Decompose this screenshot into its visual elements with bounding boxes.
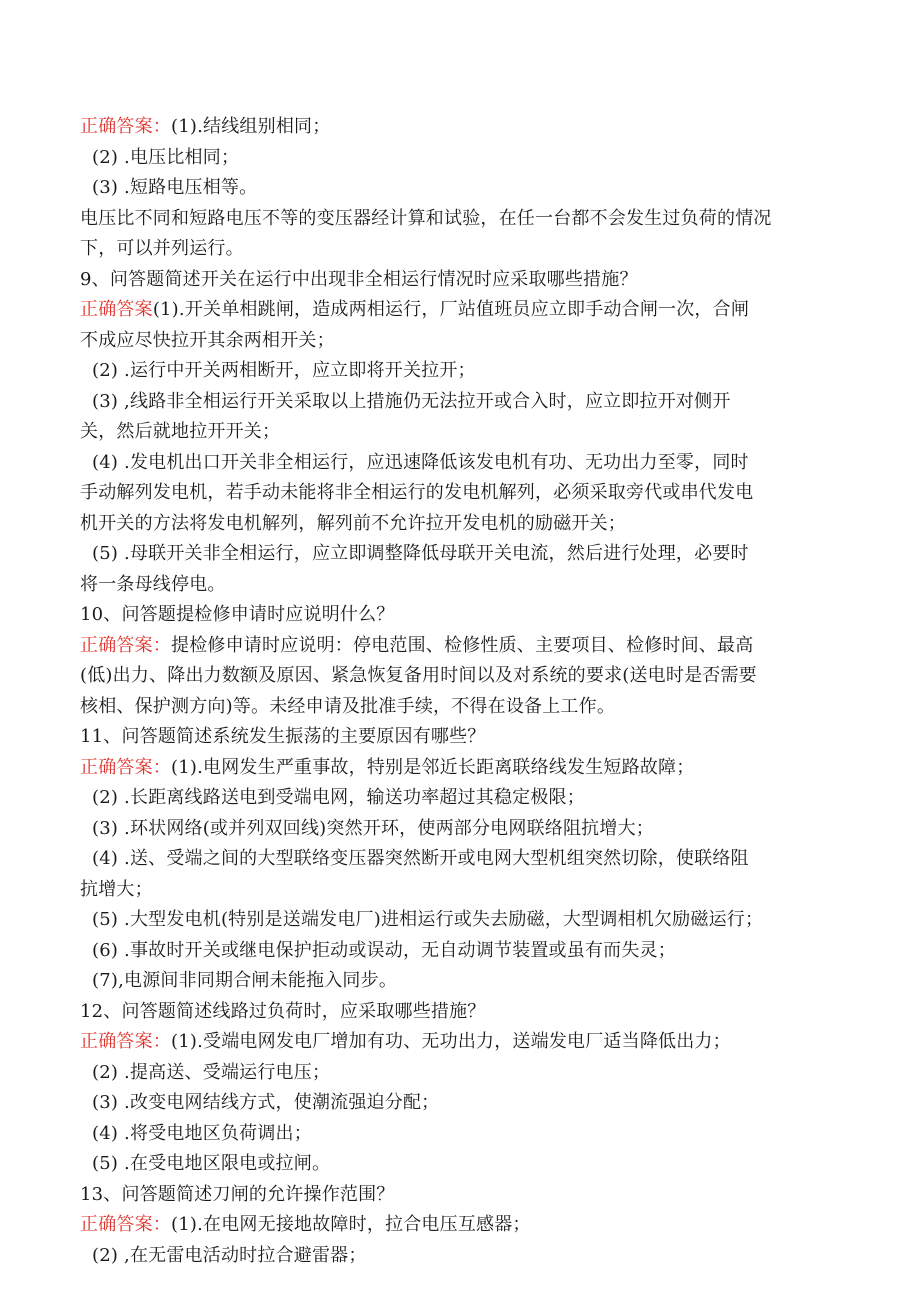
answer-list-item: (2) .提高送、受端运行电压； — [92, 1061, 331, 1083]
body-text-line: 下，可以并列运行。 — [80, 238, 244, 259]
answer-line — [80, 753, 845, 784]
answer-list-item: (3) .短路电压相等。 — [92, 177, 258, 198]
answer-list-item: (3) ,线路非全相运行开关采取以上措施仍无法拉开或合入时，应立即拉开对侧开 — [92, 390, 731, 412]
answer-list-item: (2) ,在无雷电活动时拉合避雷器； — [92, 1244, 367, 1266]
answer-line — [80, 631, 845, 662]
question-text: 10、问答题提检修申请时应说明什么？ — [80, 604, 395, 625]
question-heading — [80, 600, 845, 631]
answer-list-item: (3) .改变电网结线方式，使潮流强迫分配； — [92, 1092, 440, 1113]
answer-label: 正确答案： — [80, 756, 171, 778]
answer-label: 正确答案： — [80, 116, 171, 137]
question-heading — [80, 722, 845, 753]
question-text: 9、问答题简述开关在运行中出现非全相运行情况时应采取哪些措施？ — [80, 268, 638, 290]
body-text-line: 不成应尽快拉开其余两相开关； — [80, 329, 335, 351]
question-text: 11、问答题简述系统发生振荡的主要原因有哪些？ — [80, 726, 486, 747]
question-text: 12、问答题简述线路过负荷时，应采取哪些措施？ — [80, 1000, 486, 1022]
answer-label: 正确答案： — [80, 1214, 171, 1235]
question-heading — [80, 997, 845, 1028]
answer-list-item: (5) .在受电地区限电或拉闸。 — [92, 1153, 331, 1174]
answer-line — [80, 1210, 845, 1241]
answer-list-item: (4) .将受电地区负荷调出； — [92, 1122, 312, 1144]
answer-list-item: (6) .事故时开关或继电保护拒动或误动，无自动调节装置或虽有而失灵； — [92, 939, 676, 961]
answer-list-item: (2) .运行中开关两相断开，应立即将开关拉开； — [92, 360, 476, 381]
body-text-line: (低)出力、降出力数额及原因、紧急恢复备用时间以及对系统的要求(送电时是否需要 — [80, 665, 757, 686]
answer-line — [80, 1027, 845, 1058]
answer-line — [80, 112, 845, 143]
answer-text: (1).在电网无接地故障时，拉合电压互感器； — [171, 1214, 531, 1235]
body-text-line: 核相、保护测方向)等。未经申请及批准手续，不得在设备上工作。 — [80, 695, 616, 717]
answer-line — [80, 295, 845, 326]
answer-text: (1).结线组别相同； — [171, 116, 331, 137]
question-heading — [80, 1180, 845, 1211]
answer-list-item: (4) .送、受端之间的大型联络变压器突然断开或电网大型机组突然切除，使联络阻 — [92, 848, 749, 869]
question-heading — [80, 265, 845, 296]
body-text-line: 机开关的方法将发电机解列，解列前不允许拉开发电机的励磁开关； — [80, 512, 626, 534]
answer-list-item: (3) .环状网络(或并列双回线)突然开环，使两部分电网联络阻抗增大； — [92, 817, 654, 839]
answer-list-item: (2) .电压比相同； — [92, 146, 240, 168]
answer-list-item: (5) .母联开关非全相运行，应立即调整降低母联开关电流，然后进行处理，必要时 — [92, 543, 749, 564]
body-text-line: 手动解列发电机，若手动未能将非全相运行的发电机解列，必须采取旁代或串代发电 — [80, 482, 754, 503]
question-text: 13、问答题简述刀闸的允许操作范围？ — [80, 1183, 395, 1205]
answer-list-item: (7),电源间非同期合闸未能拖入同步。 — [92, 970, 398, 991]
answer-list-item: (4) .发电机出口开关非全相运行，应迅速降低该发电机有功、无功出力至零，同时 — [92, 451, 749, 473]
body-text-line: 电压比不同和短路电压不等的变压器经计算和试验，在任一台都不会发生过负荷的情况 — [80, 207, 772, 229]
body-text-line: 抗增大； — [80, 878, 153, 900]
answer-label: 正确答案： — [80, 1031, 171, 1052]
answer-text: (1).受端电网发电厂增加有功、无功出力，送端发电厂适当降低出力； — [171, 1031, 731, 1052]
answer-text: (1).电网发生严重事故，特别是邻近长距离联络线发生短路故障； — [171, 756, 695, 778]
body-text-line: 将一条母线停电。 — [80, 573, 226, 595]
answer-label: 正确答案 — [80, 299, 153, 320]
document-page — [80, 112, 845, 1271]
answer-label: 正确答案： — [80, 634, 171, 656]
answer-text: 提检修申请时应说明：停电范围、检修性质、主要项目、检修时间、最高 — [171, 634, 754, 656]
answer-list-item: (2) .长距离线路送电到受端电网，输送功率超过其稳定极限； — [92, 787, 585, 808]
answer-text: (1).开关单相跳闸，造成两相运行，厂站值班员应立即手动合闸一次，合闸 — [152, 299, 750, 320]
answer-list-item: (5) .大型发电机(特别是送端发电厂)进相运行或失去励磁，大型调相机欠励磁运行； — [92, 909, 764, 930]
body-text-line: 关，然后就地拉开开关； — [80, 421, 281, 442]
